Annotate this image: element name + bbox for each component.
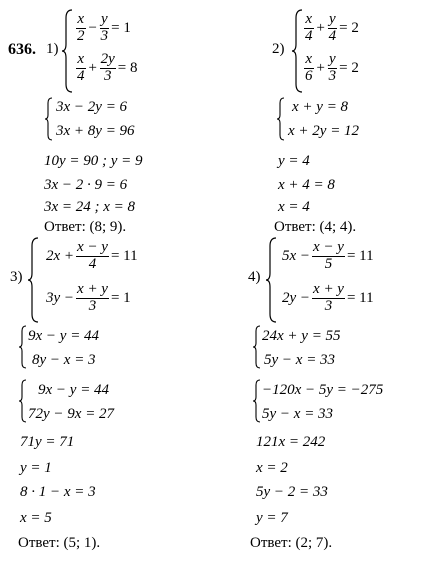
brace	[276, 96, 286, 142]
part2-step1: y = 4	[278, 153, 310, 169]
part4-step3: 5y − 2 = 33	[256, 484, 328, 500]
problem-number: 636.	[8, 41, 36, 58]
part4-eq1: 5x − $\frac{x - y}{5}$ = 11	[282, 239, 374, 272]
part1-eq1: $\frac{x}{2}$ − $\frac{y}{3}$ = 1	[77, 11, 131, 44]
part2-eq2: $\frac{x}{6}$ + $\frac{y}{3}$ = 2	[305, 51, 359, 84]
brace	[252, 324, 262, 370]
part3-label: 3)	[10, 269, 23, 285]
part1-sys2-line2: 3x + 8y = 96	[56, 123, 135, 139]
part1-step2: 3x − 2 · 9 = 6	[44, 177, 128, 193]
brace	[290, 8, 304, 94]
brace	[60, 8, 74, 94]
part2-eq1: $\frac{x}{4}$ + $\frac{y}{4}$ = 2	[305, 11, 359, 44]
part4-step2: x = 2	[256, 460, 288, 476]
part4-eq2: 2y − $\frac{x + y}{3}$ = 11	[282, 281, 374, 314]
part4-sys3-line1: −120x − 5y = −275	[262, 382, 384, 398]
part4-step4: y = 7	[256, 510, 288, 526]
part4-label: 4)	[248, 269, 261, 285]
part3-sys3-line1: 9x − y = 44	[38, 382, 110, 398]
part4-answer: Ответ: (2; 7).	[250, 535, 333, 551]
brace	[18, 324, 28, 370]
part1-label: 1)	[46, 41, 59, 57]
part3-eq2: 3y − $\frac{x + y}{3}$ = 1	[46, 281, 131, 314]
part4-sys3-line2: 5y − x = 33	[262, 406, 334, 422]
brace	[18, 378, 28, 424]
part1-answer: Ответ: (8; 9).	[44, 219, 127, 235]
part3-step3: 8 · 1 − x = 3	[20, 484, 96, 500]
part3-step4: x = 5	[20, 510, 52, 526]
brace	[252, 378, 262, 424]
part3-step1: 71y = 71	[20, 434, 75, 450]
part1-step1: 10y = 90 ; y = 9	[44, 153, 143, 169]
part2-label: 2)	[272, 41, 285, 57]
part3-sys2-line2: 8y − x = 3	[32, 352, 96, 368]
part2-answer: Ответ: (4; 4).	[274, 219, 357, 235]
brace	[26, 236, 40, 324]
part4-sys2-line1: 24x + y = 55	[262, 328, 341, 344]
part1-eq2: $\frac{x}{4}$ + $\frac{2y}{3}$ = 8	[77, 51, 138, 84]
part1-sys2-line1: 3x − 2y = 6	[56, 99, 128, 115]
brace	[44, 96, 54, 142]
part2-sys2-line1: x + y = 8	[292, 99, 349, 115]
part2-step2: x + 4 = 8	[278, 177, 335, 193]
part3-step2: y = 1	[20, 460, 52, 476]
part3-sys2-line1: 9x − y = 44	[28, 328, 100, 344]
part3-eq1: 2x + $\frac{x - y}{4}$ = 11	[46, 239, 138, 272]
part4-sys2-line2: 5y − x = 33	[264, 352, 336, 368]
part2-sys2-line2: x + 2y = 12	[288, 123, 360, 139]
brace	[264, 236, 278, 324]
part4-step1: 121x = 242	[256, 434, 326, 450]
part1-step3: 3x = 24 ; x = 8	[44, 199, 136, 215]
part2-step3: x = 4	[278, 199, 310, 215]
part3-sys3-line2: 72y − 9x = 27	[28, 406, 115, 422]
part3-answer: Ответ: (5; 1).	[18, 535, 101, 551]
